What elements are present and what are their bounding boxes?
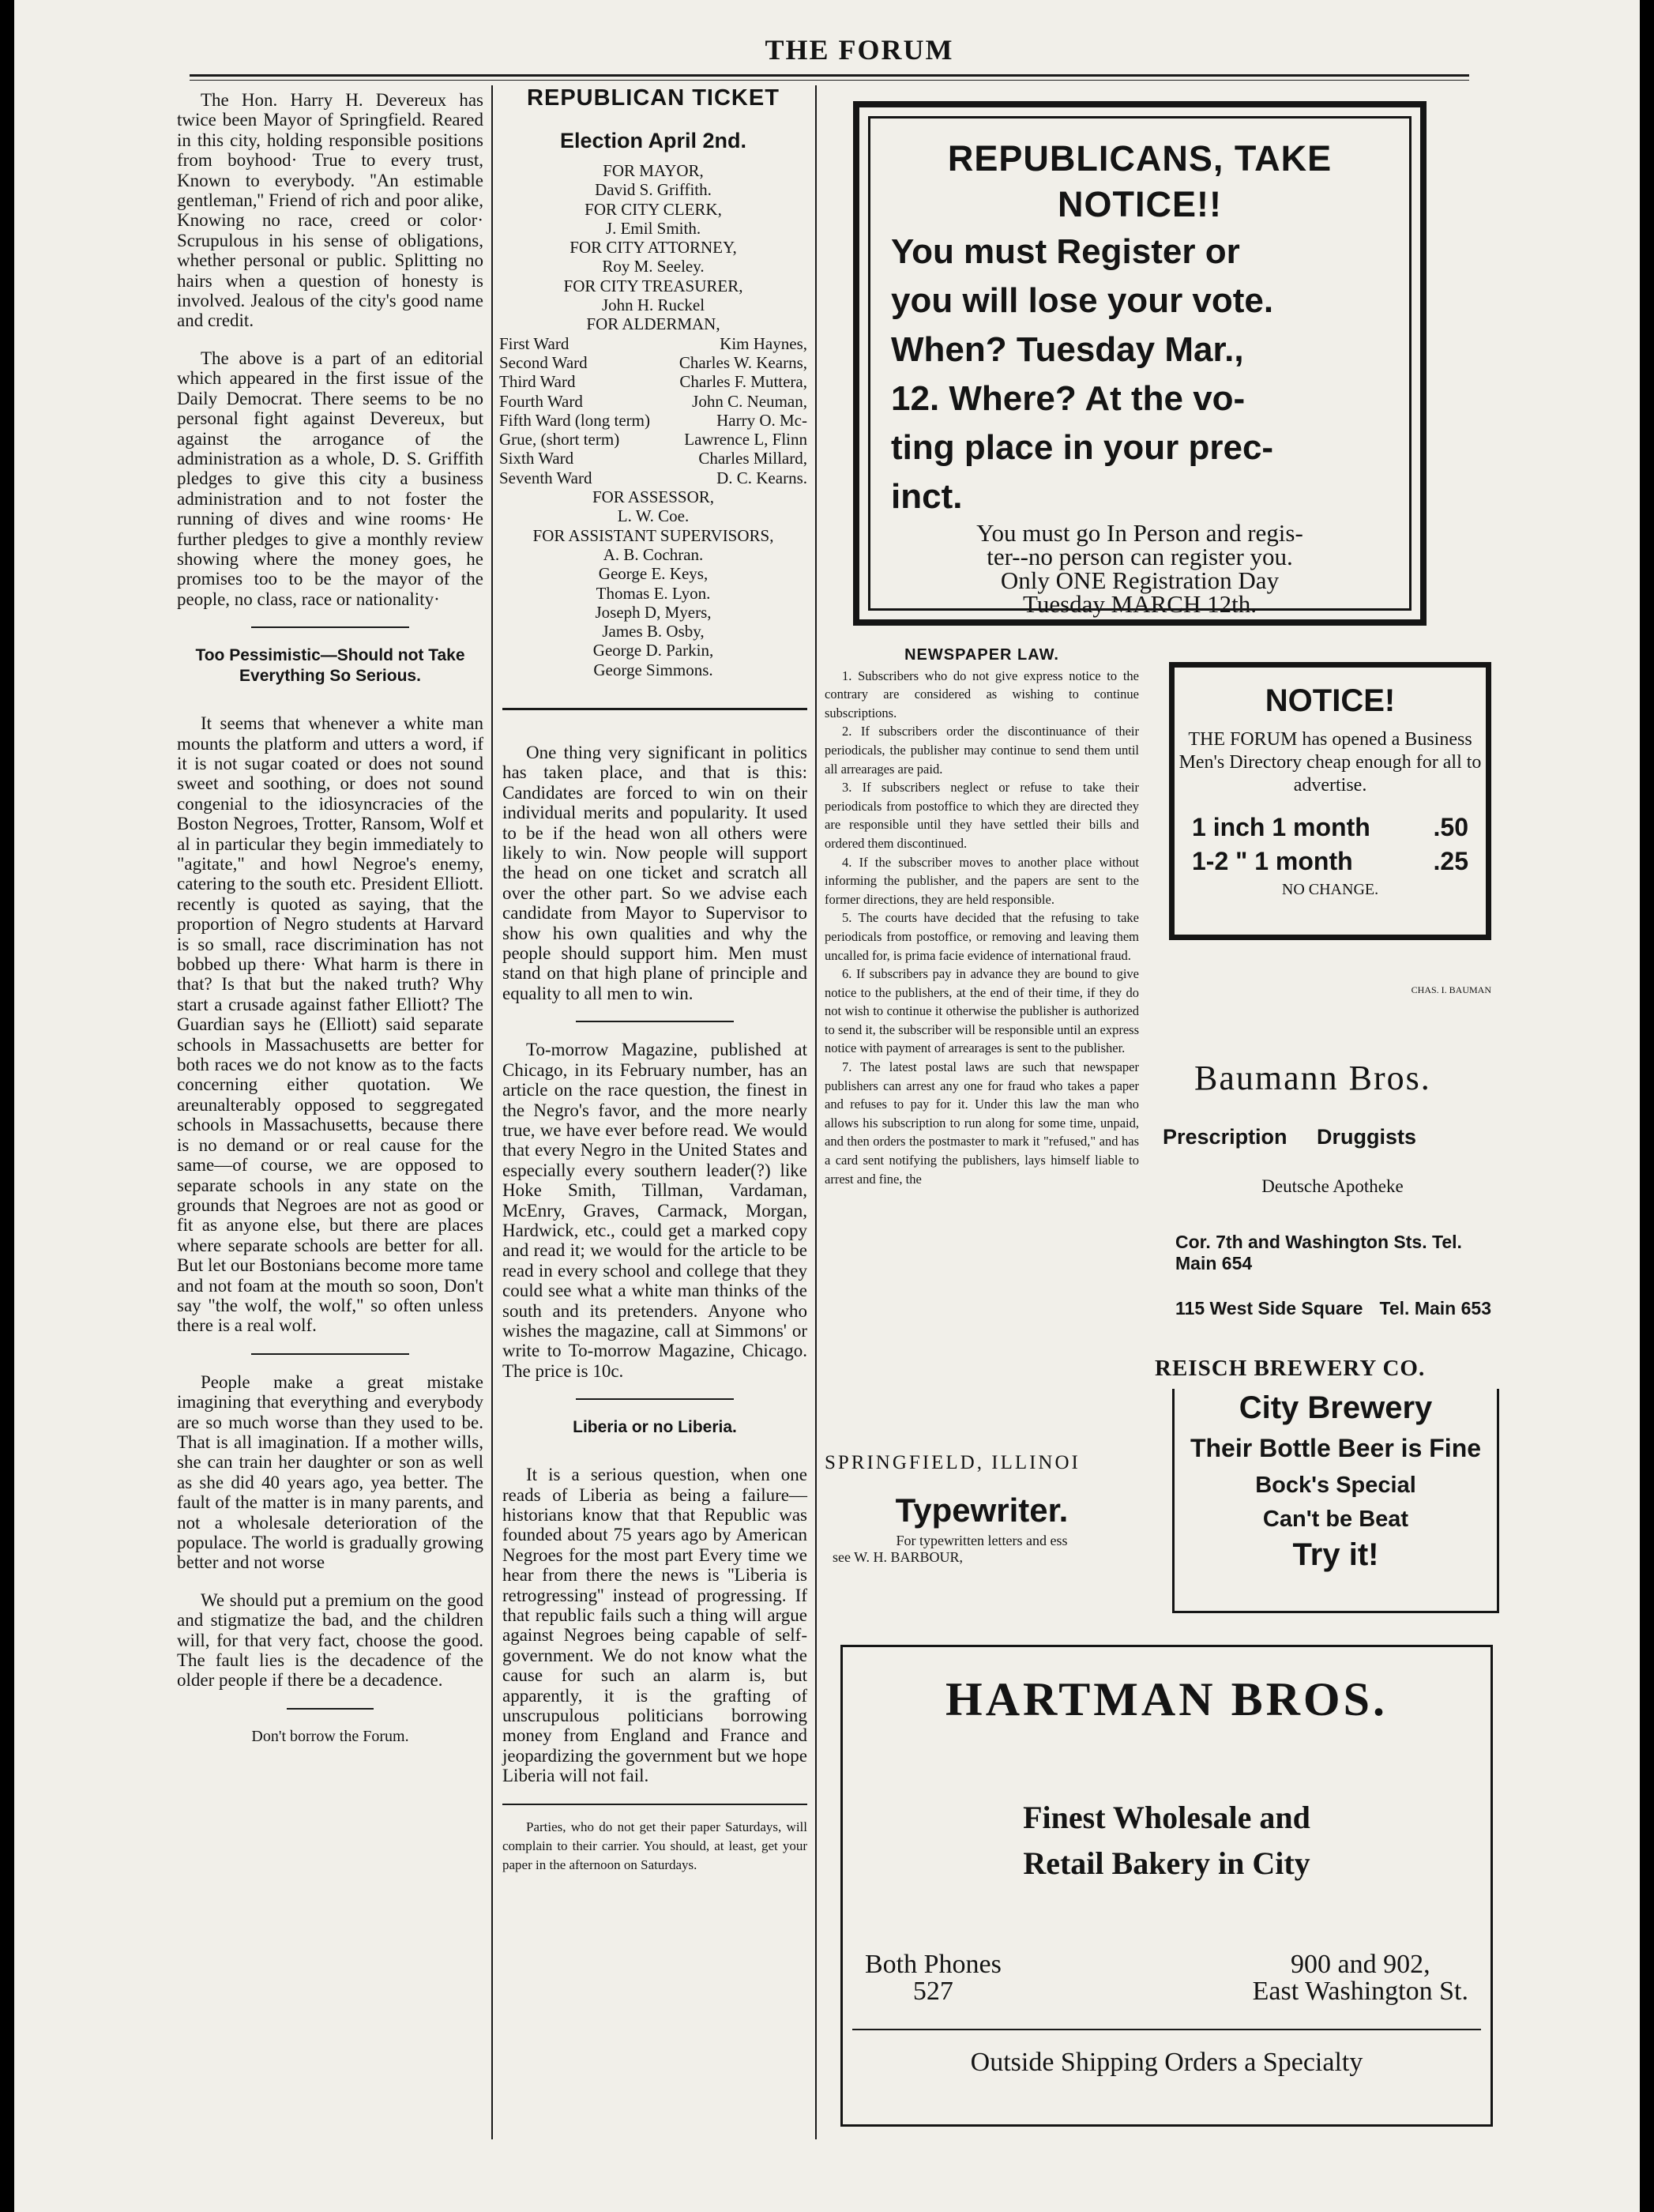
liberia-article: It is a serious question, when one reads of Liberia as being a failure—historians know that that Republic was founded about 75 years ago by American Negroes for the most part Every time we hear from there the news is ''Liberia is retrogressing'' instead of progressing. If that republic fails such a thing will argue against Negroes being capable of self-government. We do not know what the cause for such an alarm is, but apparently, it is the grafting of unscrupulous politicians borrowing money from England and France and jeopardizing the government but we hope Liberia will not fail.: [502, 1465, 807, 1786]
law-item: 5. The courts have decided that the refusing to take periodicals from postoffice, or removing and leaving them uncalled for, is prima facie evidence of international fraud.: [825, 910, 1139, 963]
separator: [576, 1398, 734, 1400]
baumann-name: Baumann Bros.: [1194, 1059, 1431, 1097]
ward-label: Seventh Ward: [499, 468, 592, 487]
rate-label: 1-2 " 1 month: [1192, 847, 1353, 875]
office-heading: FOR ASSISTANT SUPERVISORS,: [532, 525, 774, 545]
baumann-address: Cor. 7th and Washington Sts. Tel. Main 654: [1175, 1232, 1462, 1273]
ward-candidate: D. C. Kearns.: [716, 468, 807, 487]
office-heading: FOR ALDERMAN,: [586, 314, 720, 334]
ward-label: Third Ward: [499, 372, 576, 392]
ward-candidate: Charles F. Muttera,: [679, 372, 807, 392]
candidate-name: J. Emil Smith.: [605, 218, 701, 238]
masthead-rule: [190, 74, 1469, 77]
ward-row: [499, 353, 807, 372]
law-item: 3. If subscribers neglect or refuse to take their periodicals from postoffice to which they are directed they are responsible until they have settled their bills and ordered them discontinued.: [825, 780, 1139, 851]
ticket-rule: [502, 708, 807, 710]
separator: [251, 626, 409, 628]
borrow-note: Don't borrow the Forum.: [251, 1727, 409, 1745]
ward-row: [499, 468, 807, 487]
ward-label: Grue, (short term): [499, 430, 620, 450]
baumann-proprietor: CHAS. I. BAUMAN: [1411, 984, 1491, 995]
ticket-title: REPUBLICAN TICKET: [527, 85, 780, 111]
ward-row: [499, 372, 807, 391]
baumann-german: Deutsche Apotheke: [1261, 1176, 1404, 1196]
brewery-name: REISCH BREWERY CO.: [1155, 1356, 1426, 1381]
ward-candidate: Charles Millard,: [698, 449, 807, 468]
hartman-contact: [843, 1951, 1490, 2005]
candidate-name: George Simmons.: [593, 660, 713, 679]
typewriter-line: see W. H. BARBOUR,: [833, 1549, 964, 1565]
separator: [251, 1353, 409, 1355]
editorial-article: The above is a part of an editorial which appeared in the first issue of the Daily Democrat. There seems to be no personal fight against Devereux, but against the arrogance of the administration as a whole, D. S. Griffith pledges to give this city a business administration and to not foster the running of dives and wine rooms· He further pledges to give a monthly review showing where the money goes, he promises too to be the mayor of the people, no class, race or nationality·: [177, 348, 483, 609]
directory-text: THE FORUM has opened a Business Men's Directory cheap enough for all to advertise.: [1178, 729, 1482, 796]
ward-label: Second Ward: [499, 352, 588, 372]
magazine-article: To-morrow Magazine, published at Chicago, in its February number, has an article on the race question, the finest in the Negro's favor, and the more nearly true, we have ever before read. We would that every Negro in the United States and especially every southern leader(?) like Hoke Smith, Tillman, Vardaman, McEnry, Graves, Carmack, Morgan, Hardwick, etc., could get a marked copy and read it; we would for the article to be read in every school and college that they could see what a white man thinks of the south and its pretenders. Anyone who wishes the magazine, call at Simmons' or write to To-morrow Magazine, Chicago. The price is 10c.: [502, 1040, 807, 1381]
notice-text: [891, 136, 1389, 618]
notice-line: ting place in your prec-: [891, 428, 1274, 467]
address-line: East Washington St.: [1252, 1977, 1468, 2006]
mistake-article: People make a great mistake imagining that everything and everybody are so much worse than they used to be. That is all imagination. If a mother wills, she can train her daughter or son as well as she did 40 years ago, yea better. The fault of the matter is in many parents, and not a wholesale deterioration of the populace. The world is gradually growing better and not worse: [177, 1371, 483, 1573]
brewery-line: Bock's Special: [1255, 1473, 1416, 1498]
candidate-name: John H. Ruckel: [601, 295, 705, 315]
brewery-line: Can't be Beat: [1262, 1507, 1409, 1532]
candidate-name: Joseph D, Myers,: [595, 602, 712, 622]
hartman-address: [1253, 1951, 1468, 2005]
law-item: 4. If the subscriber moves to another place without informing the publisher, and the papers are sent to the former directions, they are held responsible.: [825, 854, 1139, 907]
hartman-sub: Finest Wholesale and: [1023, 1800, 1310, 1835]
masthead: THE FORUM: [765, 34, 954, 66]
directory-notice: [1169, 662, 1491, 940]
candidate-name: A. B. Cochran.: [603, 544, 704, 564]
notice-line: Only ONE Registration Day: [1000, 566, 1280, 594]
notice-line: You must go In Person and regis-: [976, 519, 1303, 547]
notice-line: Tuesday MARCH 12th.: [1023, 590, 1257, 618]
hartman-sub: Retail Bakery in City: [1023, 1845, 1310, 1881]
column-rule: [491, 85, 493, 2139]
rate-price: .50: [1433, 813, 1468, 841]
article-heading: Liberia or no Liberia.: [573, 1418, 737, 1437]
law-item: 6. If subscribers pay in advance they are bound to give notice to the publishers, at the end of their time, if they do not wish to continue it otherwise the publisher is authorized to send it, the subscriber will be responsible until an express notice with payment of arrearages is sent to the publisher.: [825, 966, 1139, 1056]
rate-price: .25: [1433, 847, 1468, 875]
office-heading: FOR CITY CLERK,: [585, 199, 722, 219]
typewriter-ad: [825, 1452, 1139, 1566]
separator: [287, 1708, 374, 1710]
saturday-note: Parties, who do not get their paper Saturdays, will complain to their carrier. You should, at least, get your paper in the afternoon on Saturdays.: [502, 1819, 807, 1872]
middle-column: [502, 743, 807, 1892]
ward-row: [499, 430, 807, 449]
ward-row: [499, 449, 807, 468]
notice-line: you will lose your vote.: [891, 281, 1274, 320]
column-rule: [815, 85, 817, 2139]
baumann-phone: Tel. Main 653: [1379, 1298, 1491, 1319]
article-heading: Too Pessimistic—Should not Take Everything So Serious.: [195, 646, 465, 686]
ward-candidate: John C. Neuman,: [692, 391, 807, 411]
rate-row: [1175, 847, 1486, 876]
office-heading: FOR CITY TREASURER,: [563, 276, 743, 295]
ward-candidate: Kim Haynes,: [720, 333, 807, 353]
notice-line: ter--no person can register you.: [987, 543, 1293, 570]
masthead-rule-thin: [190, 80, 1469, 81]
notice-line: REPUBLICANS, TAKE: [947, 138, 1333, 179]
baumann-address-2: [1163, 1298, 1502, 1319]
typewriter-line: For typewritten letters and ess: [896, 1533, 1068, 1548]
phones-label: Both Phones: [865, 1950, 1002, 1979]
hartman-title: HARTMAN BROS.: [945, 1673, 1388, 1725]
ticket-body: [499, 161, 807, 679]
newspaper-page: [14, 0, 1640, 2212]
politics-article: One thing very significant in politics has taken place, and that is this: Candidates are forced to win on their individual merits and popularity. It used to be if the head won all others were likely to win. Now people will support the head on one ticket and scratch all over the other part. So we advise each candidate from Mayor to Supervisor to show his own qualities and why the people should support him. Men must stand on that high plane of principle and equality to all men to win.: [502, 743, 807, 1003]
ward-label: Sixth Ward: [499, 449, 574, 468]
law-title: NEWSPAPER LAW.: [904, 646, 1059, 664]
republican-ticket: [499, 85, 807, 679]
directory-title: NOTICE!: [1265, 683, 1396, 718]
brewery-line: Their Bottle Beer is Fine: [1190, 1434, 1482, 1462]
typewriter-title: Typewriter.: [895, 1492, 1069, 1529]
pessimistic-article: It seems that whenever a white man mounts the platform and utters a word, if it is not sugar coated or does not sound sweet and soothing, or does not sound congenial to the idiosyncracies of the Boston Negroes, Trotter, Ransom, Wolf et al in particular they begin immediately to "agitate," and howl Negroe's enemy, catering to the south etc. President Elliott. recently is quoted as saying, that the proportion of Negro students at Harvard is so small, race discrimination has not bobbed up there· What harm is there in that? Is that but the naked truth? Why start a crusade against father Elliott? The Guardian says he (Elliott) said separate schools in Massachusetts are better for both races we do not know as to the facts concerning either quotation. We areunalterably opposed to seggregated schools in Massachusetts, because there is no demand or or real cause for the same—of course, we are opposed to separate schools in any state on the grounds that Negroes are not as good or fit as anyone else, but there are places where separate schools are better for all. But let our Bostonians become more tame and not foam at the mouth so soon, Don't say "the wolf, the wolf," so often unless there is a real wolf.: [177, 713, 483, 1336]
ward-candidate: Harry O. Mc-: [716, 410, 807, 430]
baumann-ad: [1163, 984, 1502, 1319]
brewery-title: City Brewery: [1239, 1390, 1433, 1425]
ward-label: First Ward: [499, 333, 570, 353]
ward-candidate: Charles W. Kearns,: [679, 352, 807, 372]
rate-row: [1175, 813, 1486, 842]
hartman-ad: [840, 1645, 1493, 2127]
phones-number: 527: [912, 1977, 953, 2006]
law-item: 2. If subscribers order the discontinuance of their periodicals, the publisher may continue to send them until all arrearages are paid.: [825, 724, 1139, 777]
brewery-line: Try it!: [1292, 1537, 1379, 1572]
candidate-name: George D. Parkin,: [592, 641, 714, 660]
hartman-rule: [852, 2029, 1481, 2030]
notice-line: NOTICE!!: [1058, 184, 1222, 224]
separator: [502, 1804, 807, 1805]
office-heading: FOR CITY ATTORNEY,: [570, 238, 737, 258]
election-date: Election April 2nd.: [559, 129, 747, 152]
candidate-name: David S. Griffith.: [595, 180, 712, 200]
ward-label: Fifth Ward (long term): [499, 410, 650, 430]
candidate-name: James B. Osby,: [602, 622, 705, 641]
registration-notice: [853, 101, 1427, 626]
brewery-ad: [1172, 1389, 1499, 1613]
ward-row: [499, 411, 807, 430]
devereux-article: The Hon. Harry H. Devereux has twice been Mayor of Springfield. Reared in this city, holding responsible positions from boyhood· True to every trust, Known to everybody. ''An estimable gentleman,'' Friend of rich and poor alike, Knowing no race, creed or color· Scrupulous in his sense of obligations, whether personal or public. Splitting no hairs when a question of honesty is involved. Jealous of the city's good name and credit.: [177, 90, 483, 331]
hartman-phones: [865, 1951, 1002, 2005]
office-heading: FOR MAYOR,: [603, 161, 704, 180]
rate-label: 1 inch 1 month: [1192, 813, 1370, 841]
typewriter-place: SPRINGFIELD, ILLINOI: [825, 1452, 1081, 1473]
baumann-address-left: 115 West Side Square: [1175, 1298, 1363, 1319]
ward-row: [499, 334, 807, 353]
notice-line: inct.: [891, 477, 963, 516]
law-item: 1. Subscribers who do not give express notice to the contrary are considered as wishing to continue subscriptions.: [825, 668, 1139, 720]
newspaper-law: [825, 646, 1139, 1188]
left-column: [177, 90, 483, 1747]
candidate-name: Roy M. Seeley.: [602, 257, 705, 276]
notice-line: You must Register or: [891, 232, 1240, 271]
hartman-footer: Outside Shipping Orders a Specialty: [970, 2048, 1363, 2077]
no-change: NO CHANGE.: [1281, 881, 1379, 898]
law-item: 7. The latest postal laws are such that newspaper publishers can arrest any one for fraud who takes a paper and refuses to pay for it. Under this law the man who allows his subscription to run along for some time, unpaid, and then orders the postmaster to mark it "refused," and has a card sent notifying the publishers, lays himself liable to arrest and fine, the: [825, 1059, 1139, 1187]
candidate-name: L. W. Coe.: [617, 506, 690, 526]
premium-article: We should put a premium on the good and stigmatize the bad, and the children will, for that very fact, choose the good. The fault lies is the decadence of the older people if there be a decadence.: [177, 1589, 483, 1691]
ward-label: Fourth Ward: [499, 391, 583, 411]
office-heading: FOR ASSESSOR,: [592, 487, 715, 507]
notice-line: When? Tuesday Mar.,: [891, 330, 1244, 369]
baumann-type: Prescription Druggists: [1163, 1125, 1417, 1149]
ward-row: [499, 392, 807, 411]
ward-candidate: Lawrence L, Flinn: [684, 430, 807, 450]
separator: [576, 1021, 734, 1022]
candidate-name: George E. Keys,: [598, 564, 709, 584]
address-line: 900 and 902,: [1291, 1950, 1430, 1979]
candidate-name: Thomas E. Lyon.: [596, 583, 711, 603]
notice-line: 12. Where? At the vo-: [891, 379, 1246, 418]
